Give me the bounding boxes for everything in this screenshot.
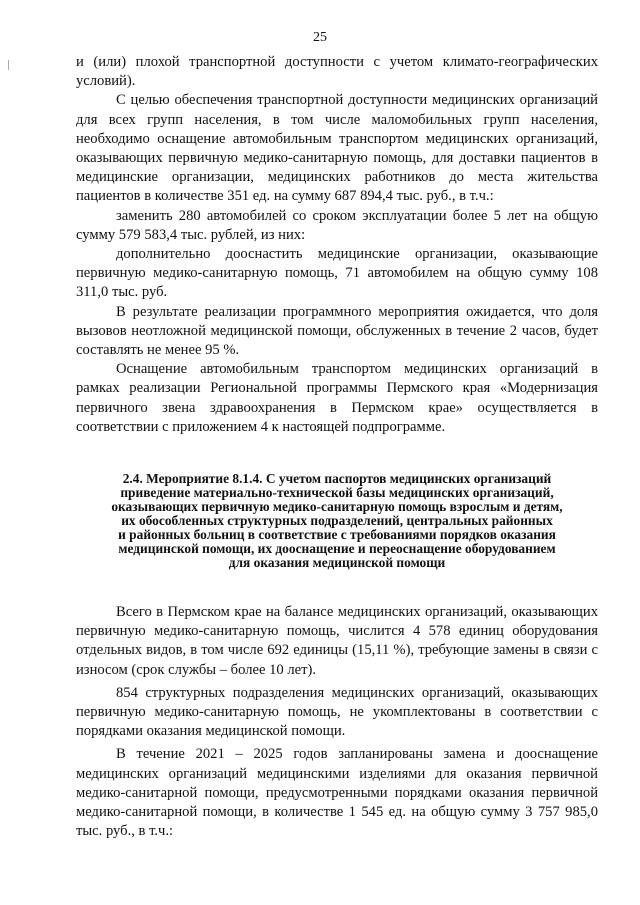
document-body bbox=[76, 53, 598, 842]
heading-line: приведение материально-технической базы медицинских организаций, bbox=[120, 485, 554, 501]
paragraph: 854 структурных подразделения медицинских организаций, оказывающих первичную медико-санитарную помощь, не укомплектованы в соответствии с порядками оказания медицинской помощи. bbox=[76, 684, 598, 740]
paragraph: В течение 2021 – 2025 годов запланированы замена и дооснащение медицинских организаций медицинскими изделиями для оказания первичной медико-санитарной помощи, предусмотренными порядками оказания первичной медико-санитарной помощи, в количестве 1 545 ед. на общую сумму 3 757 985,0 тыс. руб., в т.ч.: bbox=[76, 746, 598, 840]
paragraph: С целью обеспечения транспортной доступности медицинских организаций для всех групп населения, в том числе маломобильных групп населения, необходимо оснащение автомобильным транспортом медицинских организаций, оказывающих первичную медико-санитарную помощь, для доставки пациентов в медицинские организации, медицинских работников до места жительства пациентов в количестве 351 ед. на сумму 687 894,4 тыс. руб., в т.ч.: bbox=[76, 92, 598, 205]
page-number: 25 bbox=[313, 30, 327, 45]
heading-line: для оказания медицинской помощи bbox=[228, 555, 446, 571]
paragraph: заменить 280 автомобилей со сроком эксплуатации более 5 лет на общую сумму 579 583,4 тыс. рублей, из них: bbox=[76, 207, 598, 243]
paragraph: дополнительно дооснастить медицинские организации, оказывающие первичную медико-санитарную помощь, 71 автомобилем на общую сумму 108 311,0 тыс. руб. bbox=[76, 246, 598, 301]
paragraph: Оснащение автомобильным транспортом медицинских организаций в рамках реализации Региональной программы Пермского края «Модернизация первичного звена здравоохранения в Пермском крае» осуществляется в соответствии с приложением 4 к настоящей подпрограмме. bbox=[76, 361, 598, 435]
paragraph: и (или) плохой транспортной доступности с учетом климато-географических условий). bbox=[76, 54, 598, 90]
heading-line: медицинской помощи, их дооснащение и переоснащение оборудованием bbox=[118, 541, 556, 557]
heading-line: их обособленных структурных подразделений, центральных районных bbox=[121, 513, 553, 529]
section-heading bbox=[76, 472, 598, 570]
heading-line: и районных больниц в соответствие с требованиями порядков оказания bbox=[118, 527, 556, 543]
heading-line: 2.4. Мероприятие 8.1.4. С учетом паспортов медицинских организаций bbox=[122, 471, 552, 487]
paragraph: Всего в Пермском крае на балансе медицинских организаций, оказывающих первичную медико-санитарную помощь, числится 4 578 единиц оборудования отдельных видов, в том числе 692 единицы (15,11 %), требующие замены в связи с износом (срок службы – более 10 лет). bbox=[76, 604, 598, 678]
scan-margin-mark bbox=[8, 60, 9, 70]
heading-line: оказывающих первичную медико-санитарную помощь взрослым и детям, bbox=[111, 499, 563, 515]
paragraph: В результате реализации программного мероприятия ожидается, что доля вызовов неотложной медицинской помощи, обслуженных в течение 2 часов, будет составлять не менее 95 %. bbox=[76, 303, 598, 359]
